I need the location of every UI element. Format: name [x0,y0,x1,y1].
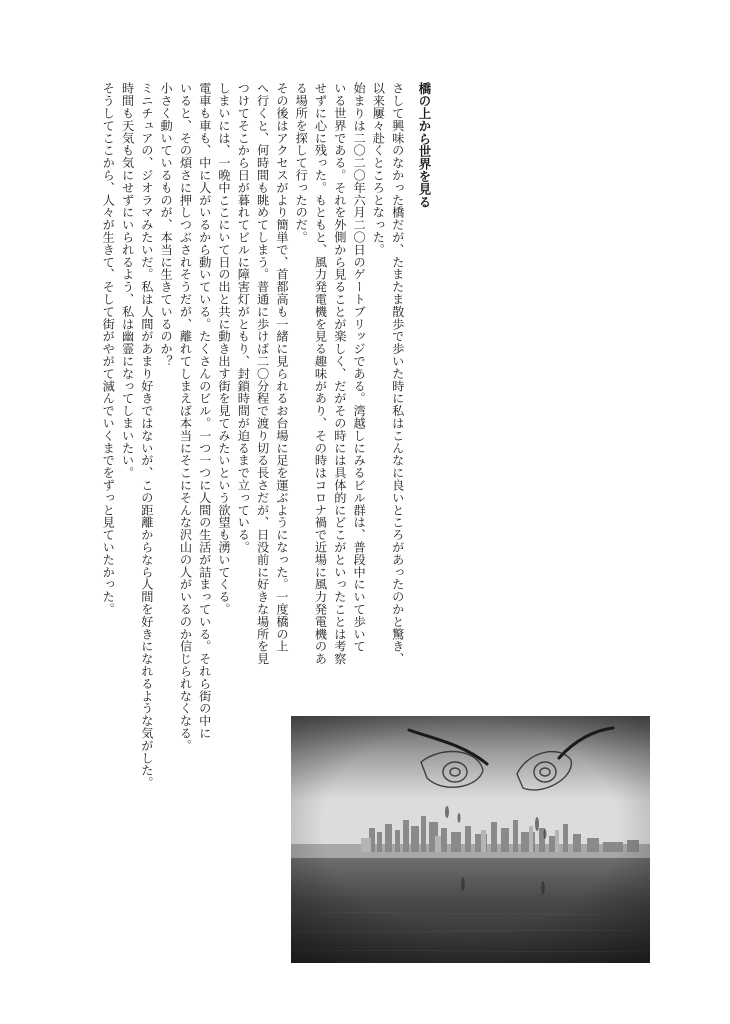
essay-line: いると、その煩さに押しつぶされそうだが、離れてしまえば本当にそこにそんな沢山の人がいるのか信じられなくなる。 [178,82,193,752]
photo-icon [291,716,650,963]
essay-line: 以来屢々赴くところとなった。 [371,82,386,256]
essay-line: その後はアクセスがより簡単で、首都高も一緒に見られるお台場に足を運ぶようになった。一度橋の上 [274,82,289,653]
essay-line: しまいには、一晩中ここにいて日の出と共に動き出す街を見てみたいという欲望も湧いてくる。 [217,82,232,616]
essay-line: る場所を探して行ったのだ。 [294,82,309,244]
essay-title: 橋の上から世界を見る [417,82,432,208]
city-skyline-photo [291,716,650,963]
essay-line: 時間も天気も気にせずにいられるよう、私は幽霊になってしまいたい。 [120,82,135,479]
essay-line: ミニチュアの、ジオラマみたいだ。私は人間があまり好きではないが、この距離からなら人間を好きになれるような気がした。 [139,82,154,789]
essay-line: へ行くと、何時間も眺めてしまう。普通に歩けば二〇分程で渡り切る長さだが、日没前に好きな場所を見 [255,82,270,665]
essay-body [74,82,434,789]
essay-line: いる世界である。それを外側から見ることが楽しく、だがその時には具体的にどこがといったことは考察 [332,82,347,665]
essay-line: つけてそこから日が暮れてビルに障害灯がともり、封鎖時間が迫るまで立っている。 [236,82,251,554]
essay-line: さして興味のなかった橋だが、たまたま散歩で歩いた時に私はこんなに良いところがあったのかと驚き、 [390,82,405,665]
essay-line: 始まりは二〇二〇年六月二〇日のゲートブリッジである。湾越しにみるビル群は、普段中にいて歩いて [352,82,367,653]
essay-line: 電車も車も、中に人がいるから動いている。たくさんのビル。一つ一つに人間の生活が詰まっている。それら街の中に [197,82,212,740]
essay-line: 小さく動いているものが、本当に生きているのか？ [159,82,174,368]
essay-line: せずに心に残った。もともと、風力発電機を見る趣味があり、その時はコロナ禍で近場に風力発電機のあ [313,82,328,665]
essay-line: そうしてここから、人々が生きて、そして街がやがて滅んでいくまでをずっと見ていたかった。 [101,82,116,616]
